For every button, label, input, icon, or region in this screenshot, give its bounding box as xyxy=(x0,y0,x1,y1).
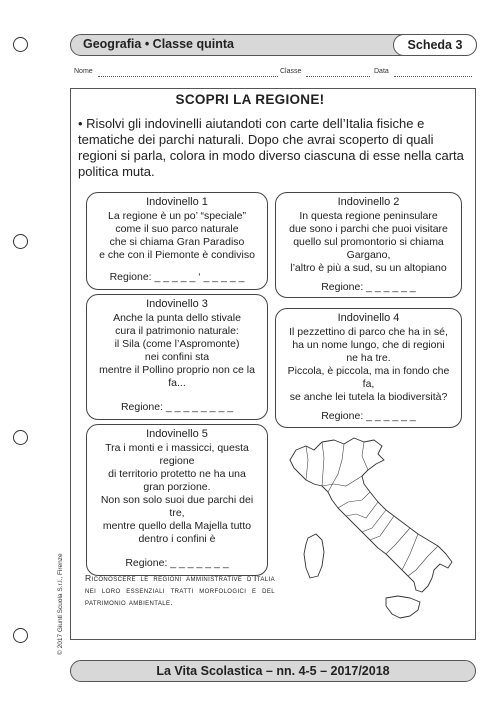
worksheet-title: SCOPRI LA REGIONE! xyxy=(175,92,325,107)
instructions-text: • Risolvi gli indovinelli aiutandoti con carte dell’Italia fisiche e tematiche dei parchi naturali. Dopo che avrai scoperto di quali regioni si parla, colora in modo diverso ciascuna di esse nella carta politica muta. xyxy=(78,116,464,179)
riddle-line: Anche la punta dello stivale xyxy=(113,312,241,324)
classe-label: Classe xyxy=(280,68,302,75)
sardinia-outline xyxy=(304,534,324,578)
riddle-line: In questa regione peninsulare xyxy=(299,210,438,222)
riddle-line: quello sul promontorio si chiama xyxy=(293,236,444,248)
riddle-line: Tra i monti e i massicci, questa xyxy=(105,442,249,454)
classe-field[interactable] xyxy=(306,68,370,77)
learning-objective: Riconoscere le regioni amministrative d’Italia nei loro essenziali tratti morfologici e del patrimonio ambientale. xyxy=(85,573,275,607)
sicily-outline xyxy=(386,596,420,618)
binder-hole xyxy=(13,234,28,249)
riddle-card-3 xyxy=(86,294,268,420)
nome-label: Nome xyxy=(74,68,93,75)
riddle-title: Indovinello 2 xyxy=(337,196,400,208)
student-fields xyxy=(74,68,474,80)
riddle-card-4 xyxy=(275,308,462,428)
copyright-text: © 2017 Giunti Scuola S.r.l., Firenze xyxy=(57,553,64,655)
riddle-card-1 xyxy=(86,192,268,290)
riddle-answer-field[interactable]: Regione: _ _ _ _ _ _ xyxy=(321,281,416,293)
riddle-line: Gargano, xyxy=(346,249,391,261)
riddle-line: l’altro è più a sud, su un altopiano xyxy=(290,262,447,274)
riddle-line: ha un nome lungo, che di regioni xyxy=(292,339,445,351)
riddle-card-5 xyxy=(86,424,268,576)
riddle-title: Indovinello 3 xyxy=(146,298,208,310)
riddle-line: ne ha tre. xyxy=(346,352,391,364)
riddle-answer-field[interactable]: Regione: _ _ _ _ _ _ xyxy=(321,410,416,422)
riddle-line: che si chiama Gran Paradiso xyxy=(109,236,245,248)
riddle-line: tre, xyxy=(169,507,185,519)
footer-bar: La Vita Scolastica – nn. 4-5 – 2017/2018 xyxy=(70,660,476,682)
binder-hole xyxy=(13,430,28,445)
riddle-line: regione xyxy=(159,455,195,467)
riddle-title: Indovinello 4 xyxy=(337,312,400,324)
riddle-line: nei confini sta xyxy=(144,351,210,363)
riddle-card-2 xyxy=(275,192,462,298)
data-label: Data xyxy=(374,68,389,75)
riddle-title: Indovinello 1 xyxy=(146,196,208,208)
riddle-line: due sono i parchi che puoi visitare xyxy=(289,223,448,235)
data-field[interactable] xyxy=(394,68,472,77)
riddle-answer-field[interactable]: Regione: _ _ _ _ _ ‘ _ _ _ _ _ xyxy=(109,271,245,283)
riddle-line: dentro i confini è xyxy=(138,533,216,545)
riddle-line: fa, xyxy=(362,378,375,390)
nome-field[interactable] xyxy=(98,68,278,77)
riddle-line: cura il patrimonio naturale: xyxy=(115,325,239,337)
subject-title: Geografia • Classe quinta xyxy=(83,37,234,51)
riddle-line: e che con il Piemonte è condiviso xyxy=(99,249,255,261)
riddle-line: il Sila (come l’Aspromonte) xyxy=(114,338,240,350)
riddle-answer-field[interactable]: Regione: _ _ _ _ _ _ _ _ xyxy=(120,401,234,413)
riddle-line: come il suo parco naturale xyxy=(115,223,239,235)
italy-blank-map[interactable] xyxy=(282,430,467,630)
riddle-line: La regione è un po’ “speciale” xyxy=(108,210,246,222)
riddle-line: Il pezzettino di parco che ha in sé, xyxy=(289,326,448,338)
riddle-line: di territorio protetto ne ha una xyxy=(108,468,246,480)
riddle-answer-field[interactable]: Regione: _ _ _ _ _ _ _ xyxy=(125,557,229,569)
binder-hole xyxy=(13,628,28,643)
header-bar xyxy=(70,34,477,56)
riddle-line: Piccola, è piccola, ma in fondo che xyxy=(287,365,450,377)
riddle-line: gran porzione. xyxy=(143,481,211,493)
riddle-line: mentre il Pollino proprio non ce la xyxy=(99,364,255,376)
riddle-title: Indovinello 5 xyxy=(146,428,208,440)
riddle-line: mentre quello della Majella tutto xyxy=(102,520,252,532)
binder-hole xyxy=(13,37,28,52)
scheda-badge: Scheda 3 xyxy=(393,34,477,56)
riddle-line: fa... xyxy=(168,377,186,389)
riddle-line: Non son solo suoi due parchi dei xyxy=(100,494,254,506)
riddle-line: se anche lei tutela la biodiversità? xyxy=(289,391,448,403)
